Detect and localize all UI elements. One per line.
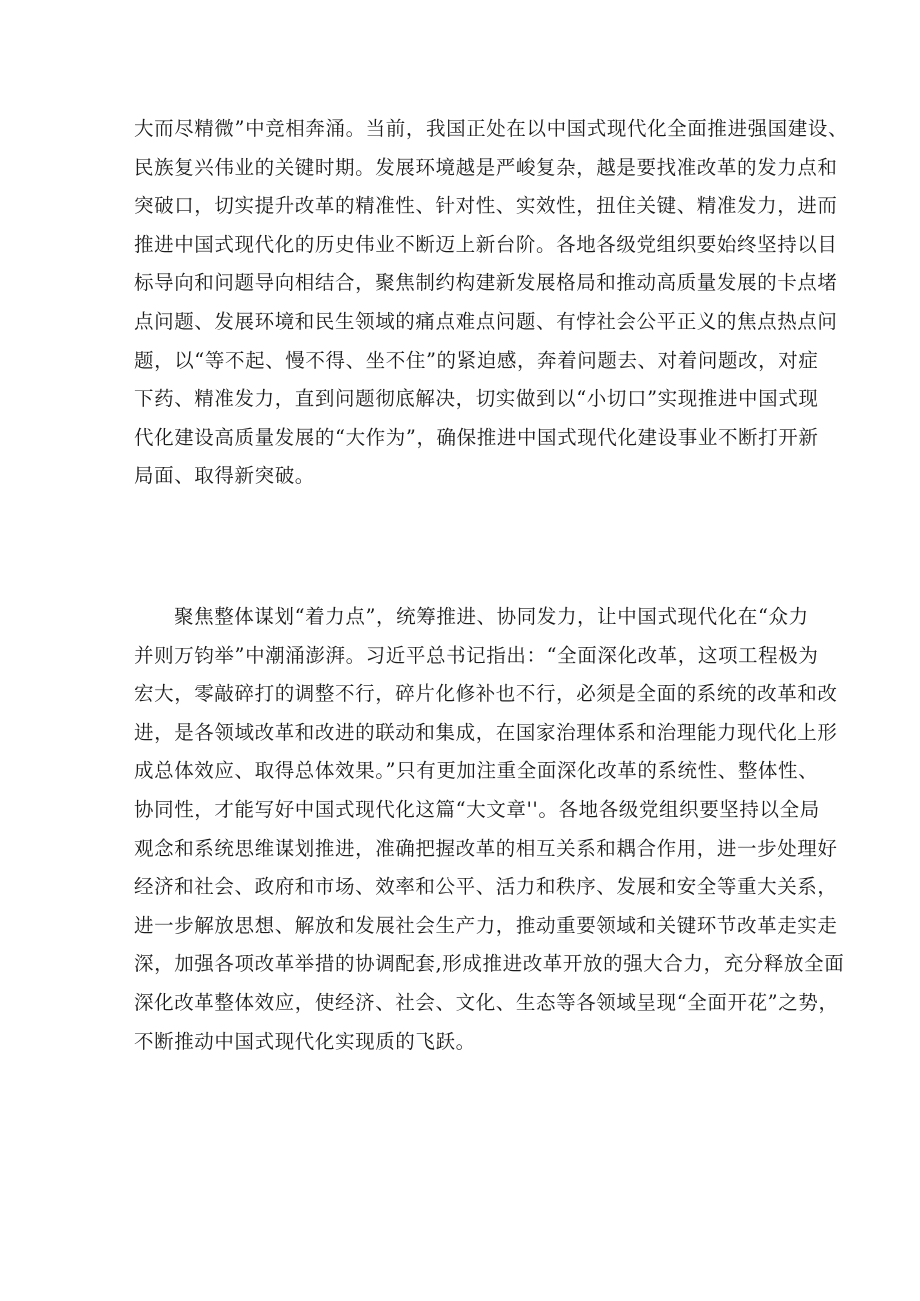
- text-line: 成总体效应、取得总体效果。”只有更加注重全面深化改革的系统性、整体性、: [134, 759, 819, 783]
- text-line: 经济和社会、政府和市场、效率和公平、活力和秩序、发展和安全等重大关系，: [134, 875, 838, 899]
- paragraph-overall-planning: [134, 598, 845, 1061]
- text-line: 协同性，才能写好中国式现代化这篇“大文章''。各地各级党组织要坚持以全局: [134, 797, 820, 821]
- text-line: 标导向和问题导向相结合，聚焦制约构建新发展格局和推动高质量发展的卡点堵: [134, 271, 838, 295]
- text-line: 下药、精准发力，直到问题彻底解决，切实做到以“小切口”实现推进中国式现: [134, 387, 819, 411]
- text-line: 并则万钧举”中潮涌澎湃。习近平总书记指出：“全面深化改革，这项工程极为: [134, 643, 819, 667]
- text-line: 深，加强各项改革举措的协调配套,形成推进改革开放的强大合力，充分释放全面: [134, 952, 845, 976]
- text-line: 代化建设高质量发展的“大作为”，确保推进中国式现代化建设事业不断打开新: [134, 425, 819, 449]
- text-line: 观念和系统思维谋划推进，准确把握改革的相互关系和耦合作用，进一步处理好: [134, 836, 838, 860]
- text-line: 进一步解放思想、解放和发展社会生产力，推动重要领域和关键环节改革走实走: [134, 913, 838, 937]
- text-line: 点问题、发展环境和民生领域的痛点难点问题、有悖社会公平正义的焦点热点问: [134, 309, 838, 333]
- text-line-last: 不断推动中国式现代化实现质的飞跃。: [134, 1029, 476, 1053]
- text-line: 进，是各领域改革和改进的联动和集成，在国家治理体系和治理能力现代化上形: [134, 720, 838, 744]
- text-line-last: 局面、取得新突破。: [134, 464, 315, 488]
- text-line-first: 聚焦整体谋划“着力点”，统筹推进、协同发力，让中国式现代化在“众力: [174, 605, 809, 628]
- text-line: 大而尽精微”中竞相奔涌。当前，我国正处在以中国式现代化全面推进强国建设、: [134, 117, 849, 140]
- text-line: 宏大，零敲碎打的调整不行，碎片化修补也不行，必须是全面的系统的改革和改: [134, 682, 838, 706]
- paragraph-reform-precision: [134, 110, 849, 496]
- text-line: 突破口，切实提升改革的精准性、针对性、实效性，扭住关键、精准发力，进而: [134, 194, 838, 218]
- text-line: 推进中国式现代化的历史伟业不断迈上新台阶。各地各级党组织要始终坚持以目: [134, 232, 838, 256]
- text-line: 民族复兴伟业的关键时期。发展环境越是严峻复杂，越是要找准改革的发力点和: [134, 155, 838, 179]
- text-line: 题，以“等不起、慢不得、坐不住”的紧迫感，奔着问题去、对着问题改，对症: [134, 348, 819, 372]
- text-line: 深化改革整体效应，使经济、社会、文化、生态等各领域呈现“全面开花”之势，: [134, 990, 839, 1014]
